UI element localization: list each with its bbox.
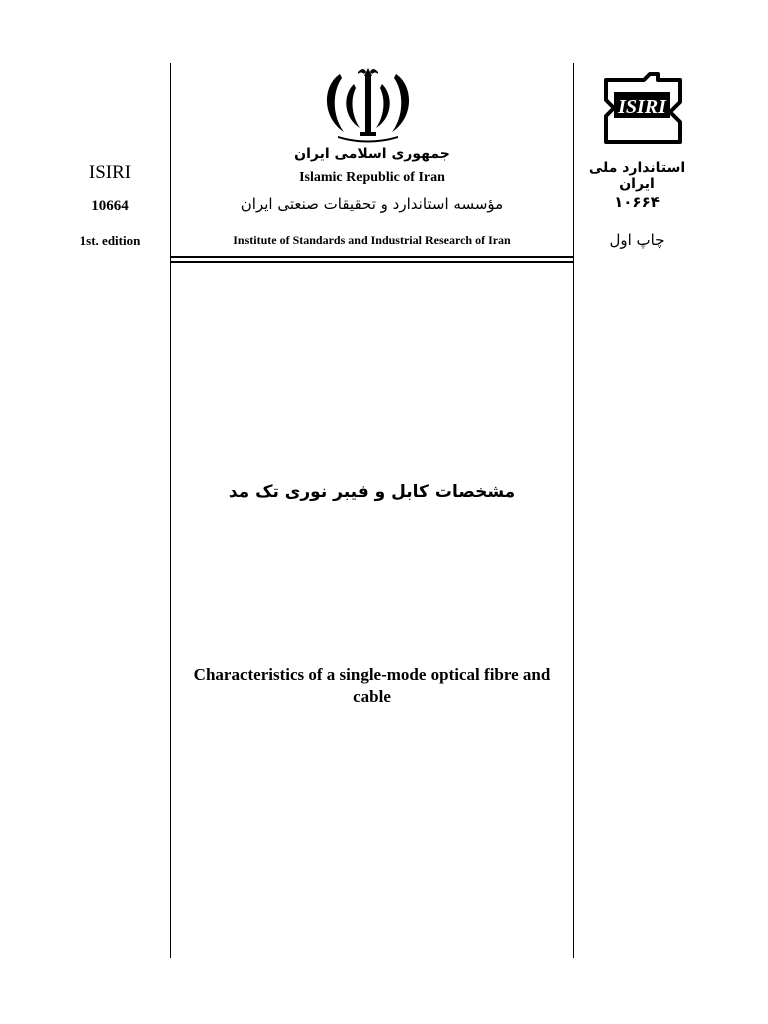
- standard-code: ISIRI: [88, 162, 132, 183]
- institute-name-fa: مؤسسه استاندارد و تحقیقات صنعتی ایران: [240, 195, 504, 213]
- standard-number-fa: ۱۰۶۶۴: [614, 193, 660, 211]
- republic-name-en: Islamic Republic of Iran: [299, 170, 445, 185]
- institute-name-en: Institute of Standards and Industrial Research of Iran: [233, 233, 511, 247]
- emblem-of-iran-icon: [318, 66, 418, 144]
- edition-label: 1st. edition: [79, 233, 141, 248]
- left-standard-info: [55, 0, 165, 300]
- document-title-fa: مشخصات کابل و فیبر نوری تک مد: [228, 482, 516, 502]
- header-divider-top: [170, 256, 574, 258]
- edition-fa: چاپ اول: [609, 231, 665, 249]
- national-standard-fa: استاندارد ملی ایران: [588, 160, 686, 192]
- header-divider-bottom: [170, 261, 574, 263]
- republic-name-fa: جمهوری اسلامی ایران: [294, 146, 450, 162]
- svg-text:ISIRI: ISIRI: [618, 96, 666, 118]
- right-standard-info: [578, 0, 696, 300]
- standard-number: 10664: [91, 198, 129, 214]
- document-title-en: Characteristics of a single-mode optical fibre and cable: [193, 665, 551, 706]
- right-border-line: [573, 63, 574, 958]
